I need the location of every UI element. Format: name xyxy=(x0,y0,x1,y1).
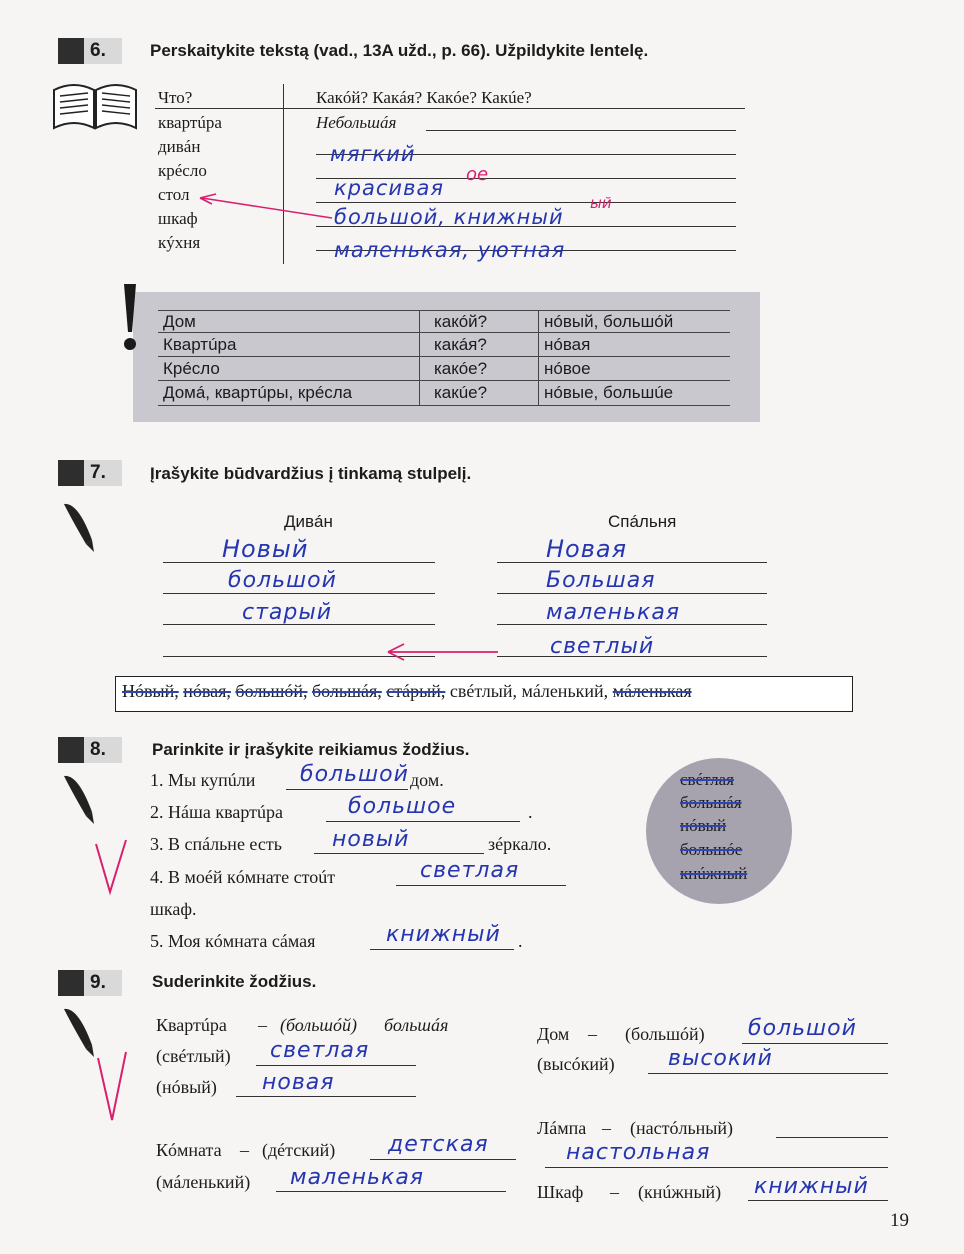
grammar-example: нóвое xyxy=(544,359,591,378)
table-row-noun: кýхня xyxy=(158,233,201,252)
table-header-rule xyxy=(155,108,745,109)
handwritten-answer: большой xyxy=(748,1016,857,1041)
answer-line xyxy=(326,821,520,822)
grammar-table-divider xyxy=(538,310,539,406)
exercise-title: Suderinkite žodžius. xyxy=(152,972,317,991)
pen-icon xyxy=(58,772,98,828)
grammar-example: нóвые, большúе xyxy=(544,383,674,402)
adjective-prompt: (большóй) xyxy=(280,1015,357,1035)
circle-word: нóвый xyxy=(680,816,727,835)
sentence-end: зéркало. xyxy=(488,834,552,854)
sentence-start: 1. Мы купúли xyxy=(150,770,256,790)
answer-line xyxy=(426,130,736,131)
grammar-table-rule xyxy=(158,356,730,357)
grammar-noun: Домá, квартúры, крéсла xyxy=(163,383,353,402)
handwritten-answer: большой, книжный xyxy=(334,205,564,229)
noun: Квартúра xyxy=(156,1015,227,1035)
grammar-table-rule xyxy=(158,380,730,381)
handwritten-answer: большой xyxy=(300,762,409,787)
answer-line xyxy=(370,949,514,950)
table-row-noun: дивáн xyxy=(158,137,201,156)
handwritten-answer: большой xyxy=(228,568,337,593)
handwritten-answer: новая xyxy=(262,1070,335,1095)
answer-line xyxy=(545,1167,888,1168)
table-row-noun: крéсло xyxy=(158,161,207,180)
pen-icon xyxy=(58,1005,98,1061)
exercise-title: Parinkite ir įrašykite reikiamus žodžius. xyxy=(152,740,470,759)
adjective-prompt: (кнúжный) xyxy=(638,1182,722,1202)
sentence-start: 2. Нáша квартúра xyxy=(150,802,283,822)
grammar-question: какóе? xyxy=(434,359,488,378)
word-bank-word: большáя, xyxy=(312,681,382,701)
open-book-icon xyxy=(50,78,140,134)
handwritten-answer: маленькая, уютная xyxy=(334,238,566,262)
answer-line xyxy=(497,562,767,563)
circle-word: большóе xyxy=(680,840,743,859)
noun: Лáмпа xyxy=(537,1118,587,1138)
handwritten-answer: Новый xyxy=(222,535,309,563)
exercise-title: Įrašykite būdvardžius į tinkamą stulpelį. xyxy=(150,464,472,483)
handwritten-answer: книжный xyxy=(754,1174,869,1199)
word-bank-words xyxy=(122,681,692,702)
example-answer: большáя xyxy=(384,1015,449,1035)
circle-word: большáя xyxy=(680,793,742,812)
answer-line xyxy=(497,593,767,594)
noun: Дом xyxy=(537,1024,570,1044)
grammar-question: какúе? xyxy=(434,383,488,402)
exercise-title: Perskaitykite tekstą (vad., 13A užd., p. 66). Užpildykite lentelę. xyxy=(150,41,649,60)
dash: – xyxy=(602,1118,611,1138)
answer-line xyxy=(286,789,408,790)
grammar-noun: Дом xyxy=(163,312,196,331)
sentence-start: 4. В моéй кóмнате стоúт xyxy=(150,867,336,887)
word-bank-word: большóй, xyxy=(235,681,308,701)
teacher-checkmark xyxy=(94,1048,130,1124)
exercise-number: 9. xyxy=(90,972,106,993)
exclamation-icon xyxy=(118,280,142,352)
adjective-prompt: (настóльный) xyxy=(630,1118,734,1138)
teacher-checkmark xyxy=(92,836,132,896)
word-bank-word: Нóвый, xyxy=(122,681,179,701)
exercise-number: 7. xyxy=(90,462,106,483)
exercise-number: 8. xyxy=(90,739,106,760)
noun: Кóмната xyxy=(156,1140,222,1160)
answer-line xyxy=(648,1073,888,1074)
dash: – xyxy=(258,1015,267,1035)
handwritten-answer: книжный xyxy=(386,922,501,947)
teacher-arrow-mark xyxy=(196,186,336,226)
sentence-start: 5. Моя кóмната сáмая xyxy=(150,931,316,951)
answer-line xyxy=(276,1191,506,1192)
word-bank-word: свéтлый, xyxy=(449,681,517,701)
handwritten-answer: настольная xyxy=(566,1140,711,1165)
table-divider xyxy=(283,84,284,264)
dash: – xyxy=(240,1140,249,1160)
grammar-table-divider xyxy=(419,310,420,406)
column-header-bedroom: Спáльня xyxy=(608,512,677,531)
table-row-noun: шкаф xyxy=(158,209,198,228)
pen-icon xyxy=(58,500,98,556)
answer-line xyxy=(748,1200,888,1201)
handwritten-answer: большое xyxy=(348,794,457,819)
sentence-end: дом. xyxy=(410,770,444,790)
answer-line xyxy=(236,1096,416,1097)
grammar-example: нóвый, большóй xyxy=(544,312,674,331)
adjective-prompt: (дéтский) xyxy=(262,1140,336,1160)
adjective-prompt: (нóвый) xyxy=(156,1077,217,1097)
handwritten-answer: старый xyxy=(242,600,333,625)
dash: – xyxy=(610,1182,619,1202)
grammar-example: нóвая xyxy=(544,335,591,354)
sentence-end: шкаф. xyxy=(150,899,197,919)
handwritten-answer: высокий xyxy=(668,1046,773,1071)
adjective-prompt: (высóкий) xyxy=(537,1054,615,1074)
answer-line xyxy=(776,1137,888,1138)
answer-line xyxy=(370,1159,516,1160)
handwritten-answer: маленькая xyxy=(546,600,681,625)
handwritten-answer: Большая xyxy=(546,568,656,593)
sentence-end: . xyxy=(518,931,523,951)
grammar-table-rule xyxy=(158,332,730,333)
grammar-question: какóй? xyxy=(434,312,488,331)
handwritten-answer: светлая xyxy=(270,1038,370,1063)
answer-line xyxy=(163,593,435,594)
printed-answer: Небольшáя xyxy=(316,113,397,132)
teacher-arrow-mark xyxy=(382,640,502,664)
grammar-question: какáя? xyxy=(434,335,487,354)
table-header-what: Что? xyxy=(158,88,193,107)
grammar-noun: Квартúра xyxy=(163,335,237,354)
grammar-noun: Крéсло xyxy=(163,359,220,378)
sentence-end: . xyxy=(528,802,533,822)
teacher-correction: ый xyxy=(590,194,612,212)
dash: – xyxy=(588,1024,597,1044)
page-number: 19 xyxy=(890,1210,909,1231)
exercise-number: 6. xyxy=(90,40,106,61)
grammar-table-rule xyxy=(158,405,730,406)
sentence-start: 3. В спáльне есть xyxy=(150,834,282,854)
adjective-prompt: (большóй) xyxy=(625,1024,705,1044)
handwritten-answer: мягкий xyxy=(330,142,416,166)
table-row-noun: квартúра xyxy=(158,113,222,132)
word-bank-word: мáленькая xyxy=(612,681,692,701)
answer-line xyxy=(396,885,566,886)
table-row-noun: стол xyxy=(158,185,190,204)
noun: Шкаф xyxy=(537,1182,584,1202)
answer-line xyxy=(256,1065,416,1066)
answer-line xyxy=(314,853,484,854)
circle-word: свéтлая xyxy=(680,770,734,789)
handwritten-answer: детская xyxy=(388,1132,489,1157)
grammar-table-rule xyxy=(158,310,730,311)
adjective-prompt: (свéтлый) xyxy=(156,1046,231,1066)
handwritten-answer: маленькая xyxy=(290,1165,425,1190)
handwritten-answer: светлая xyxy=(420,858,520,883)
answer-line xyxy=(316,202,736,203)
word-bank-word: мáленький, xyxy=(521,681,609,701)
handwritten-answer: новый xyxy=(332,827,410,852)
answer-line xyxy=(742,1043,888,1044)
word-bank-word: нóвая, xyxy=(183,681,231,701)
table-header-which: Какóй? Какáя? Какóе? Какúе? xyxy=(316,88,532,107)
column-header-sofa: Дивáн xyxy=(284,512,333,531)
handwritten-answer: Новая xyxy=(546,535,628,563)
adjective-prompt: (мáленький) xyxy=(156,1172,251,1192)
handwritten-answer: красивая xyxy=(334,176,444,200)
circle-word: кнúжный xyxy=(680,864,748,883)
teacher-correction: ое xyxy=(466,164,489,185)
handwritten-answer: светлый xyxy=(550,634,655,659)
word-bank-word: стáрый, xyxy=(386,681,446,701)
